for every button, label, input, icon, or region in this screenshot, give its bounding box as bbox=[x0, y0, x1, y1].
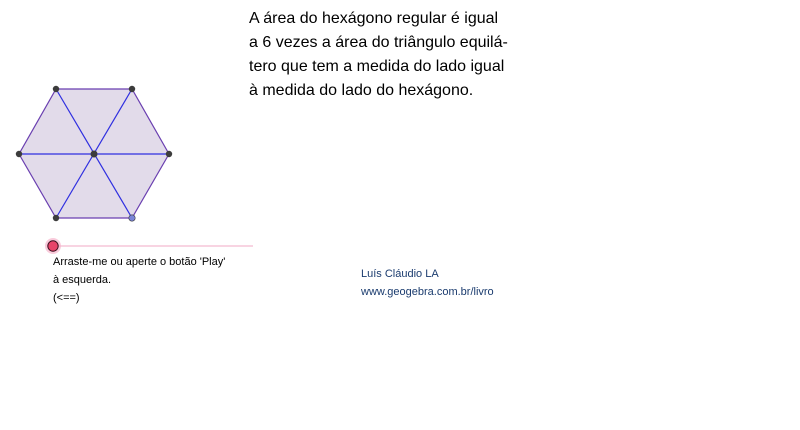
vertex-point[interactable] bbox=[166, 151, 172, 157]
instruction-line: à esquerda. bbox=[53, 274, 112, 286]
vertex-point[interactable] bbox=[16, 151, 22, 157]
vertex-point[interactable] bbox=[53, 215, 59, 221]
website-link[interactable]: www.geogebra.com.br/livro bbox=[361, 286, 494, 298]
author-name: Luís Cláudio LA bbox=[361, 268, 439, 280]
credits bbox=[361, 265, 494, 301]
instruction-line: (<==) bbox=[53, 292, 80, 304]
description-line: A área do hexágono regular é igual bbox=[249, 10, 499, 27]
slider-instruction bbox=[53, 253, 225, 307]
vertex-point[interactable] bbox=[129, 86, 135, 92]
description-line: a 6 vezes a área do triângulo equilá- bbox=[249, 34, 508, 51]
center-point[interactable] bbox=[91, 151, 98, 158]
slider-handle[interactable] bbox=[48, 241, 58, 251]
vertex-point[interactable] bbox=[53, 86, 59, 92]
description-line: à medida do lado do hexágono. bbox=[249, 82, 474, 99]
blue-vertex-point[interactable] bbox=[129, 215, 135, 221]
description-line: tero que tem a medida do lado igual bbox=[249, 58, 505, 75]
instruction-line: Arraste-me ou aperte o botão 'Play' bbox=[53, 256, 226, 268]
hexagon-area-description bbox=[249, 7, 508, 103]
